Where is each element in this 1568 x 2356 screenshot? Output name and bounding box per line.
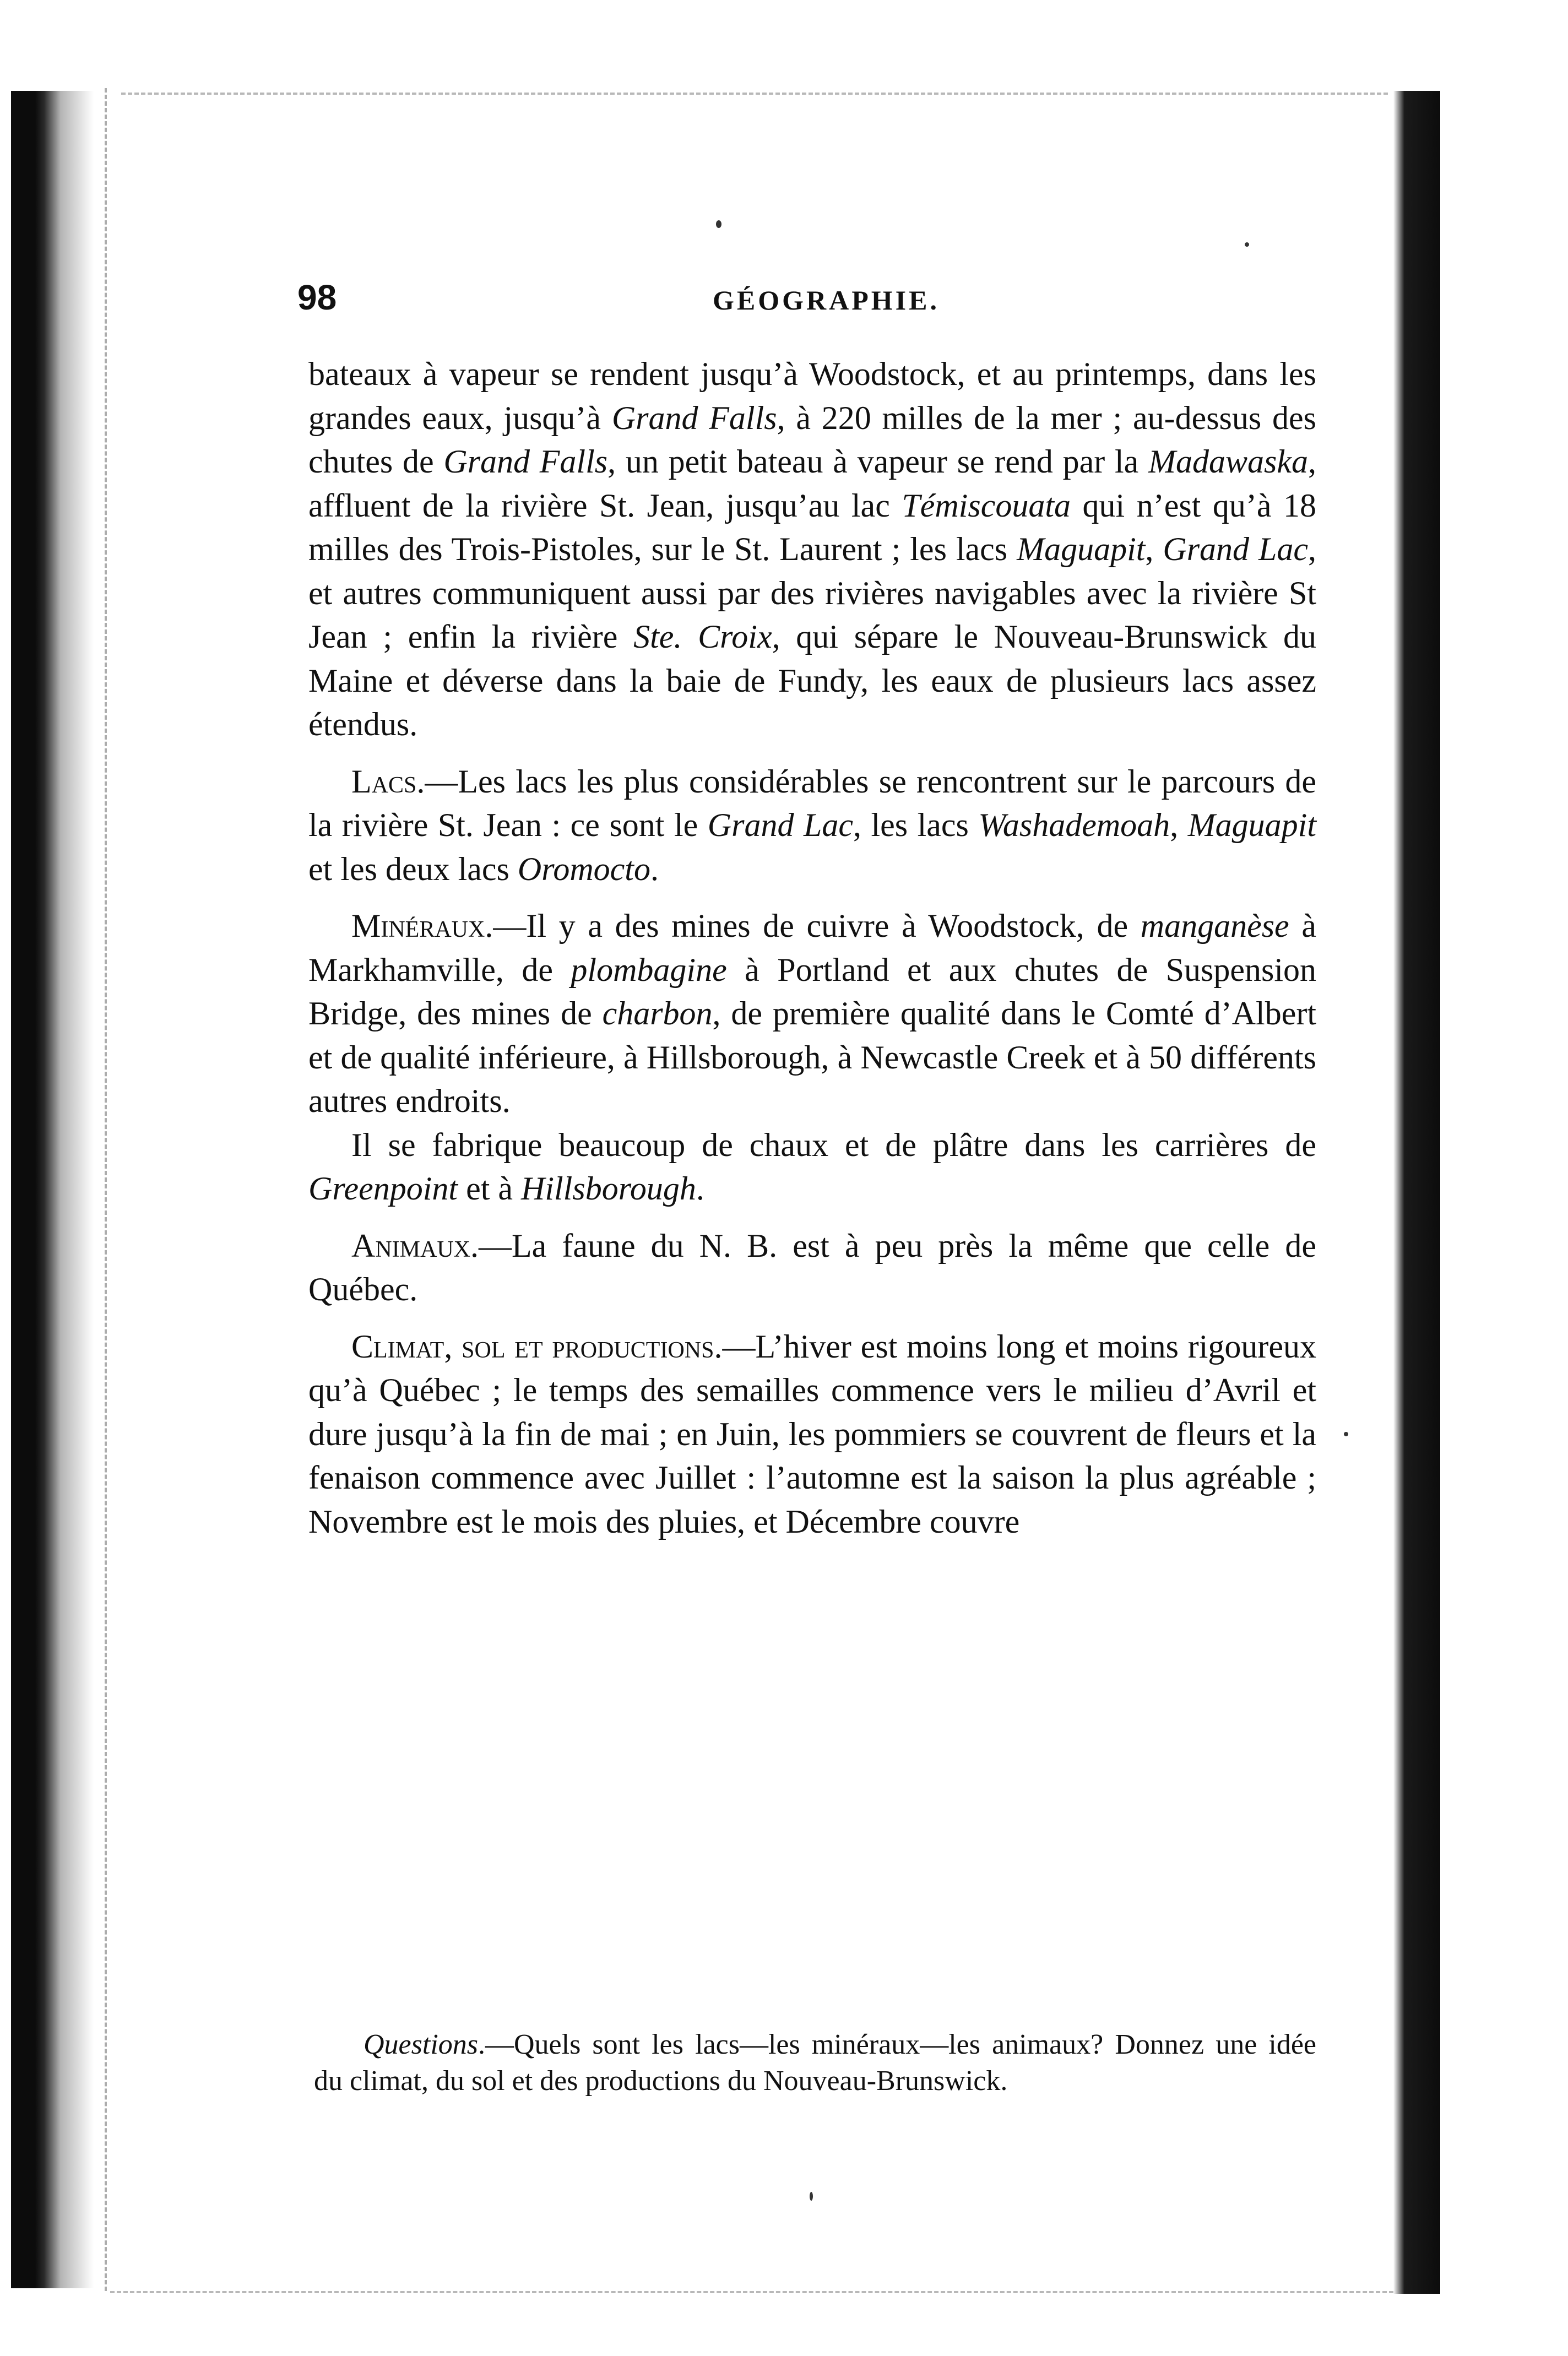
- text-run: , les lacs: [853, 807, 979, 843]
- text-run: .: [650, 850, 659, 887]
- italic-run: Grand Lac: [707, 807, 853, 843]
- section-heading: Minéraux: [351, 908, 485, 944]
- text-run: .—Les lacs les plus considérables se rencontrent sur le parcours de la rivière St. Jean : ce sont le: [308, 763, 1316, 843]
- italic-run: charbon: [602, 995, 713, 1032]
- italic-run: Washademoah: [978, 807, 1170, 843]
- italic-run: Maguapit: [1187, 807, 1317, 843]
- scan-right-edge: [1393, 91, 1440, 2294]
- running-title: GÉOGRAPHIE.: [713, 285, 940, 316]
- paragraph-lime: [308, 1123, 1316, 1211]
- text-run: , à 220 milles de la mer ; au-dessus des chutes de: [308, 399, 1316, 480]
- italic-run: Madawaska: [1148, 443, 1308, 480]
- text-run: ,: [1145, 531, 1163, 567]
- text-run: , de première qualité dans le Comté d’Albert et de qualité inférieure, à Hillsborough, à Newcastle Creek et à 50 différents autres endroits.: [308, 995, 1316, 1119]
- section-heading: Climat, sol et productions: [351, 1328, 714, 1365]
- italic-run: Grand Falls: [443, 443, 608, 480]
- scan-bottom-edge: [110, 2291, 1393, 2293]
- text-run: .: [696, 1170, 704, 1207]
- italic-run: Grand Falls: [611, 399, 777, 436]
- text-run: .—Il y a des mines de cuivre à Woodstock, de: [485, 908, 1141, 944]
- text-run: Il se fabrique beaucoup de chaux et de plâtre dans les carrières de: [351, 1126, 1316, 1163]
- section-heading: Lacs: [351, 763, 417, 800]
- scan-speck: [1245, 242, 1249, 247]
- text-run: et à: [458, 1170, 521, 1207]
- italic-run: manganèse: [1140, 908, 1289, 944]
- text-run: , qui sépare le Nouveau-Brunswick du Maine et déverse dans la baie de Fundy, les eaux de plusieurs lacs assez étendus.: [308, 618, 1316, 742]
- italic-run: Maguapit: [1017, 531, 1146, 567]
- text-run: ,: [1170, 807, 1188, 843]
- questions-label: Questions: [363, 2029, 478, 2060]
- paragraph-minerals: [308, 904, 1316, 1123]
- paragraph-climate: [308, 1325, 1316, 1544]
- text-run: à Portland et aux chutes de Suspension Bridge, des mines de: [308, 951, 1316, 1032]
- page-header: [297, 270, 1355, 330]
- page-number: 98: [297, 278, 337, 317]
- paragraph-rivers: [308, 352, 1316, 747]
- text-run: , un petit bateau à vapeur se rend par la: [607, 443, 1148, 480]
- scan-speck: [1344, 1432, 1348, 1436]
- scan-speck: [716, 220, 721, 228]
- italic-run: Ste. Croix: [633, 618, 772, 655]
- text-run: , et autres communiquent aussi par des rivières navigables avec la rivière St Jean ; enfin la rivière: [308, 531, 1317, 655]
- main-text: [308, 352, 1316, 1544]
- scan-speck: [810, 2192, 813, 2201]
- questions-footnote: [314, 2027, 1316, 2099]
- text-run: .—La faune du N. B. est à peu près la même que celle de Québec.: [308, 1227, 1316, 1307]
- section-heading: Animaux: [351, 1227, 470, 1264]
- text-run: et les deux lacs: [308, 850, 518, 887]
- paragraph-animals: [308, 1224, 1316, 1312]
- paragraph-lakes: [308, 760, 1316, 892]
- text-run: .—L’hiver est moins long et moins rigoureux qu’à Québec ; le temps des semailles commence vers le milieu d’Avril et dure jusqu’à la fin de mai ; en Juin, les pommiers se couvrent de fleurs et la fenaison commence avec Juillet : l’automne est la saison la plus agréable ; Novembre est le mois des pluies, et Décembre couvre: [308, 1328, 1316, 1540]
- text-run: à Markhamville, de: [308, 908, 1316, 988]
- italic-run: Greenpoint: [308, 1170, 458, 1207]
- scan-left-edge: [11, 91, 94, 2288]
- questions-text: .—Quels sont les lacs—les minéraux—les animaux? Donnez une idée du climat, du sol et des productions du Nouveau-Brunswick.: [314, 2029, 1316, 2097]
- text-run: qui n’est qu’à 18 milles des Trois-Pistoles, sur le St. Laurent ; les lacs: [308, 487, 1316, 567]
- italic-run: Témiscouata: [902, 487, 1071, 524]
- italic-run: Hillsborough: [521, 1170, 696, 1207]
- italic-run: Grand Lac: [1163, 531, 1309, 567]
- italic-run: plombagine: [571, 951, 727, 988]
- text-run: bateaux à vapeur se rendent jusqu’à Woodstock, et au printemps, dans les grandes eaux, jusqu’à: [308, 356, 1316, 436]
- italic-run: Oromocto: [517, 850, 650, 887]
- scan-left-margin-marks: [105, 88, 111, 2291]
- text-run: , affluent de la rivière St. Jean, jusqu’au lac: [308, 443, 1316, 524]
- scan-top-edge: [121, 93, 1388, 95]
